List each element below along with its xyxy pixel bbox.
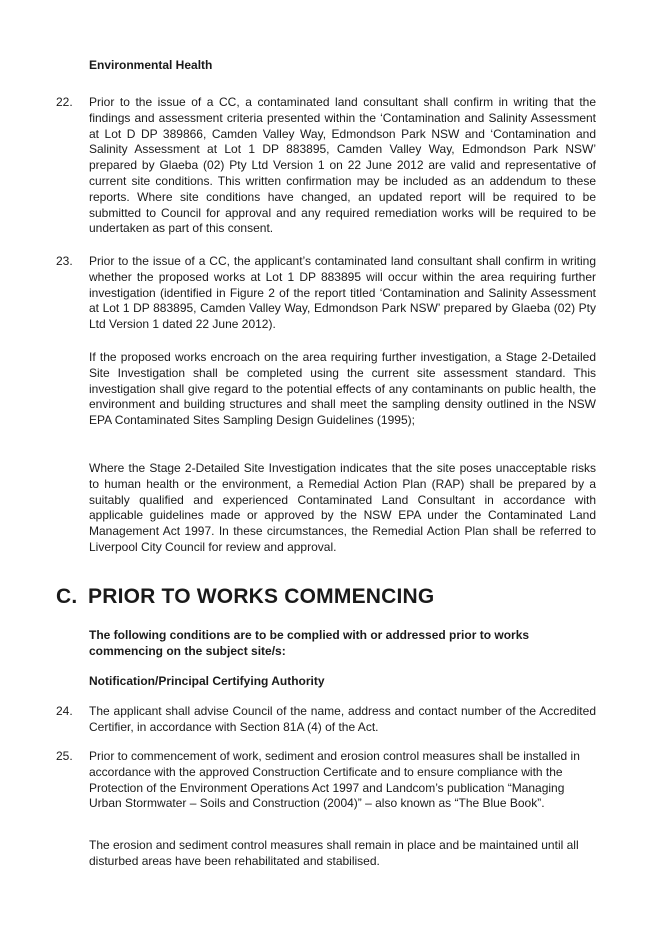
section-c-intro: The following conditions are to be complied with or addressed prior to works commencing on the subject site/s:	[89, 628, 530, 658]
condition-23-paragraph-2: If the proposed works encroach on the area requiring further investigation, a Stage 2-Detailed Site Investigation shall be completed using the current site assessment standard. This investigation shall give regard to the potential effects of any contaminants on public health, the environment and building structures and shall meet the sampling density outlined in the NSW EPA Contaminated Sites Sampling Design Guidelines (1995);	[89, 350, 596, 428]
environmental-health-heading: Environmental Health	[89, 58, 213, 72]
condition-22-paragraph: Prior to the issue of a CC, a contaminated land consultant shall confirm in writing that the findings and assessment criteria presented within the ‘Contamination and Salinity Assessment at Lot D DP 389866, Camden Valley Way, Edmondson Park NSW and ‘Contamination and Salinity Assessment at Lot 1 DP 883895, Camden Valley Way, Edmondson Park NSW’ prepared by Glaeba (02) Pty Ltd Version 1 on 22 June 2012 are valid and representative of current site conditions. This written confirmation may be included as an addendum to these reports. Where site conditions have changed, an updated report will be required to be submitted to Council for approval and any required remediation works will be required to be undertaken as part of this consent.	[89, 95, 596, 236]
condition-23-paragraph-1: Prior to the issue of a CC, the applicant’s contaminated land consultant shall confirm in writing whether the proposed works at Lot 1 DP 883895 will occur within the area requiring further investigation (identified in Figure 2 of the report titled ‘Contamination and Salinity Assessment at Lot 1 DP 883895, Camden Valley Way, Edmondson Park NSW’ prepared by Glaeba (02) Pty Ltd Version 1 dated 22 June 2012).	[89, 254, 596, 332]
section-c-title	[56, 584, 434, 610]
section-c-title-text: PRIOR TO WORKS COMMENCING	[88, 585, 435, 608]
condition-25-paragraph-1: Prior to commencement of work, sediment and erosion control measures shall be installed in accordance with the approved Construction Certificate and to ensure compliance with the Protection of the Environment Operations Act 1997 and Landcom’s publication “Managing Urban Stormwater – Soils and Construction (2004)” – also known as “The Blue Book”.	[89, 749, 580, 811]
condition-number-24: 24.	[56, 704, 73, 718]
condition-24-paragraph: The applicant shall advise Council of the name, address and contact number of the Accredited Certifier, in accordance with Section 81A (4) of the Act.	[89, 704, 596, 734]
condition-number-25: 25.	[56, 749, 73, 763]
condition-number-23: 23.	[56, 254, 73, 268]
condition-25-paragraph-2: The erosion and sediment control measures shall remain in place and be maintained until all disturbed areas have been rehabilitated and stabilised.	[89, 838, 579, 868]
section-c-letter: C.	[56, 585, 78, 608]
condition-number-22: 22.	[56, 95, 73, 109]
notification-pca-heading: Notification/Principal Certifying Authority	[89, 674, 325, 688]
condition-23-paragraph-3: Where the Stage 2-Detailed Site Investigation indicates that the site poses unacceptable risks to human health or the environment, a Remedial Action Plan (RAP) shall be prepared by a suitably qualified and experienced Contaminated Land Consultant in accordance with applicable guidelines made or approved by the NSW EPA under the Contaminated Land Management Act 1997. In these circumstances, the Remedial Action Plan shall be referred to Liverpool City Council for review and approval.	[89, 461, 596, 554]
